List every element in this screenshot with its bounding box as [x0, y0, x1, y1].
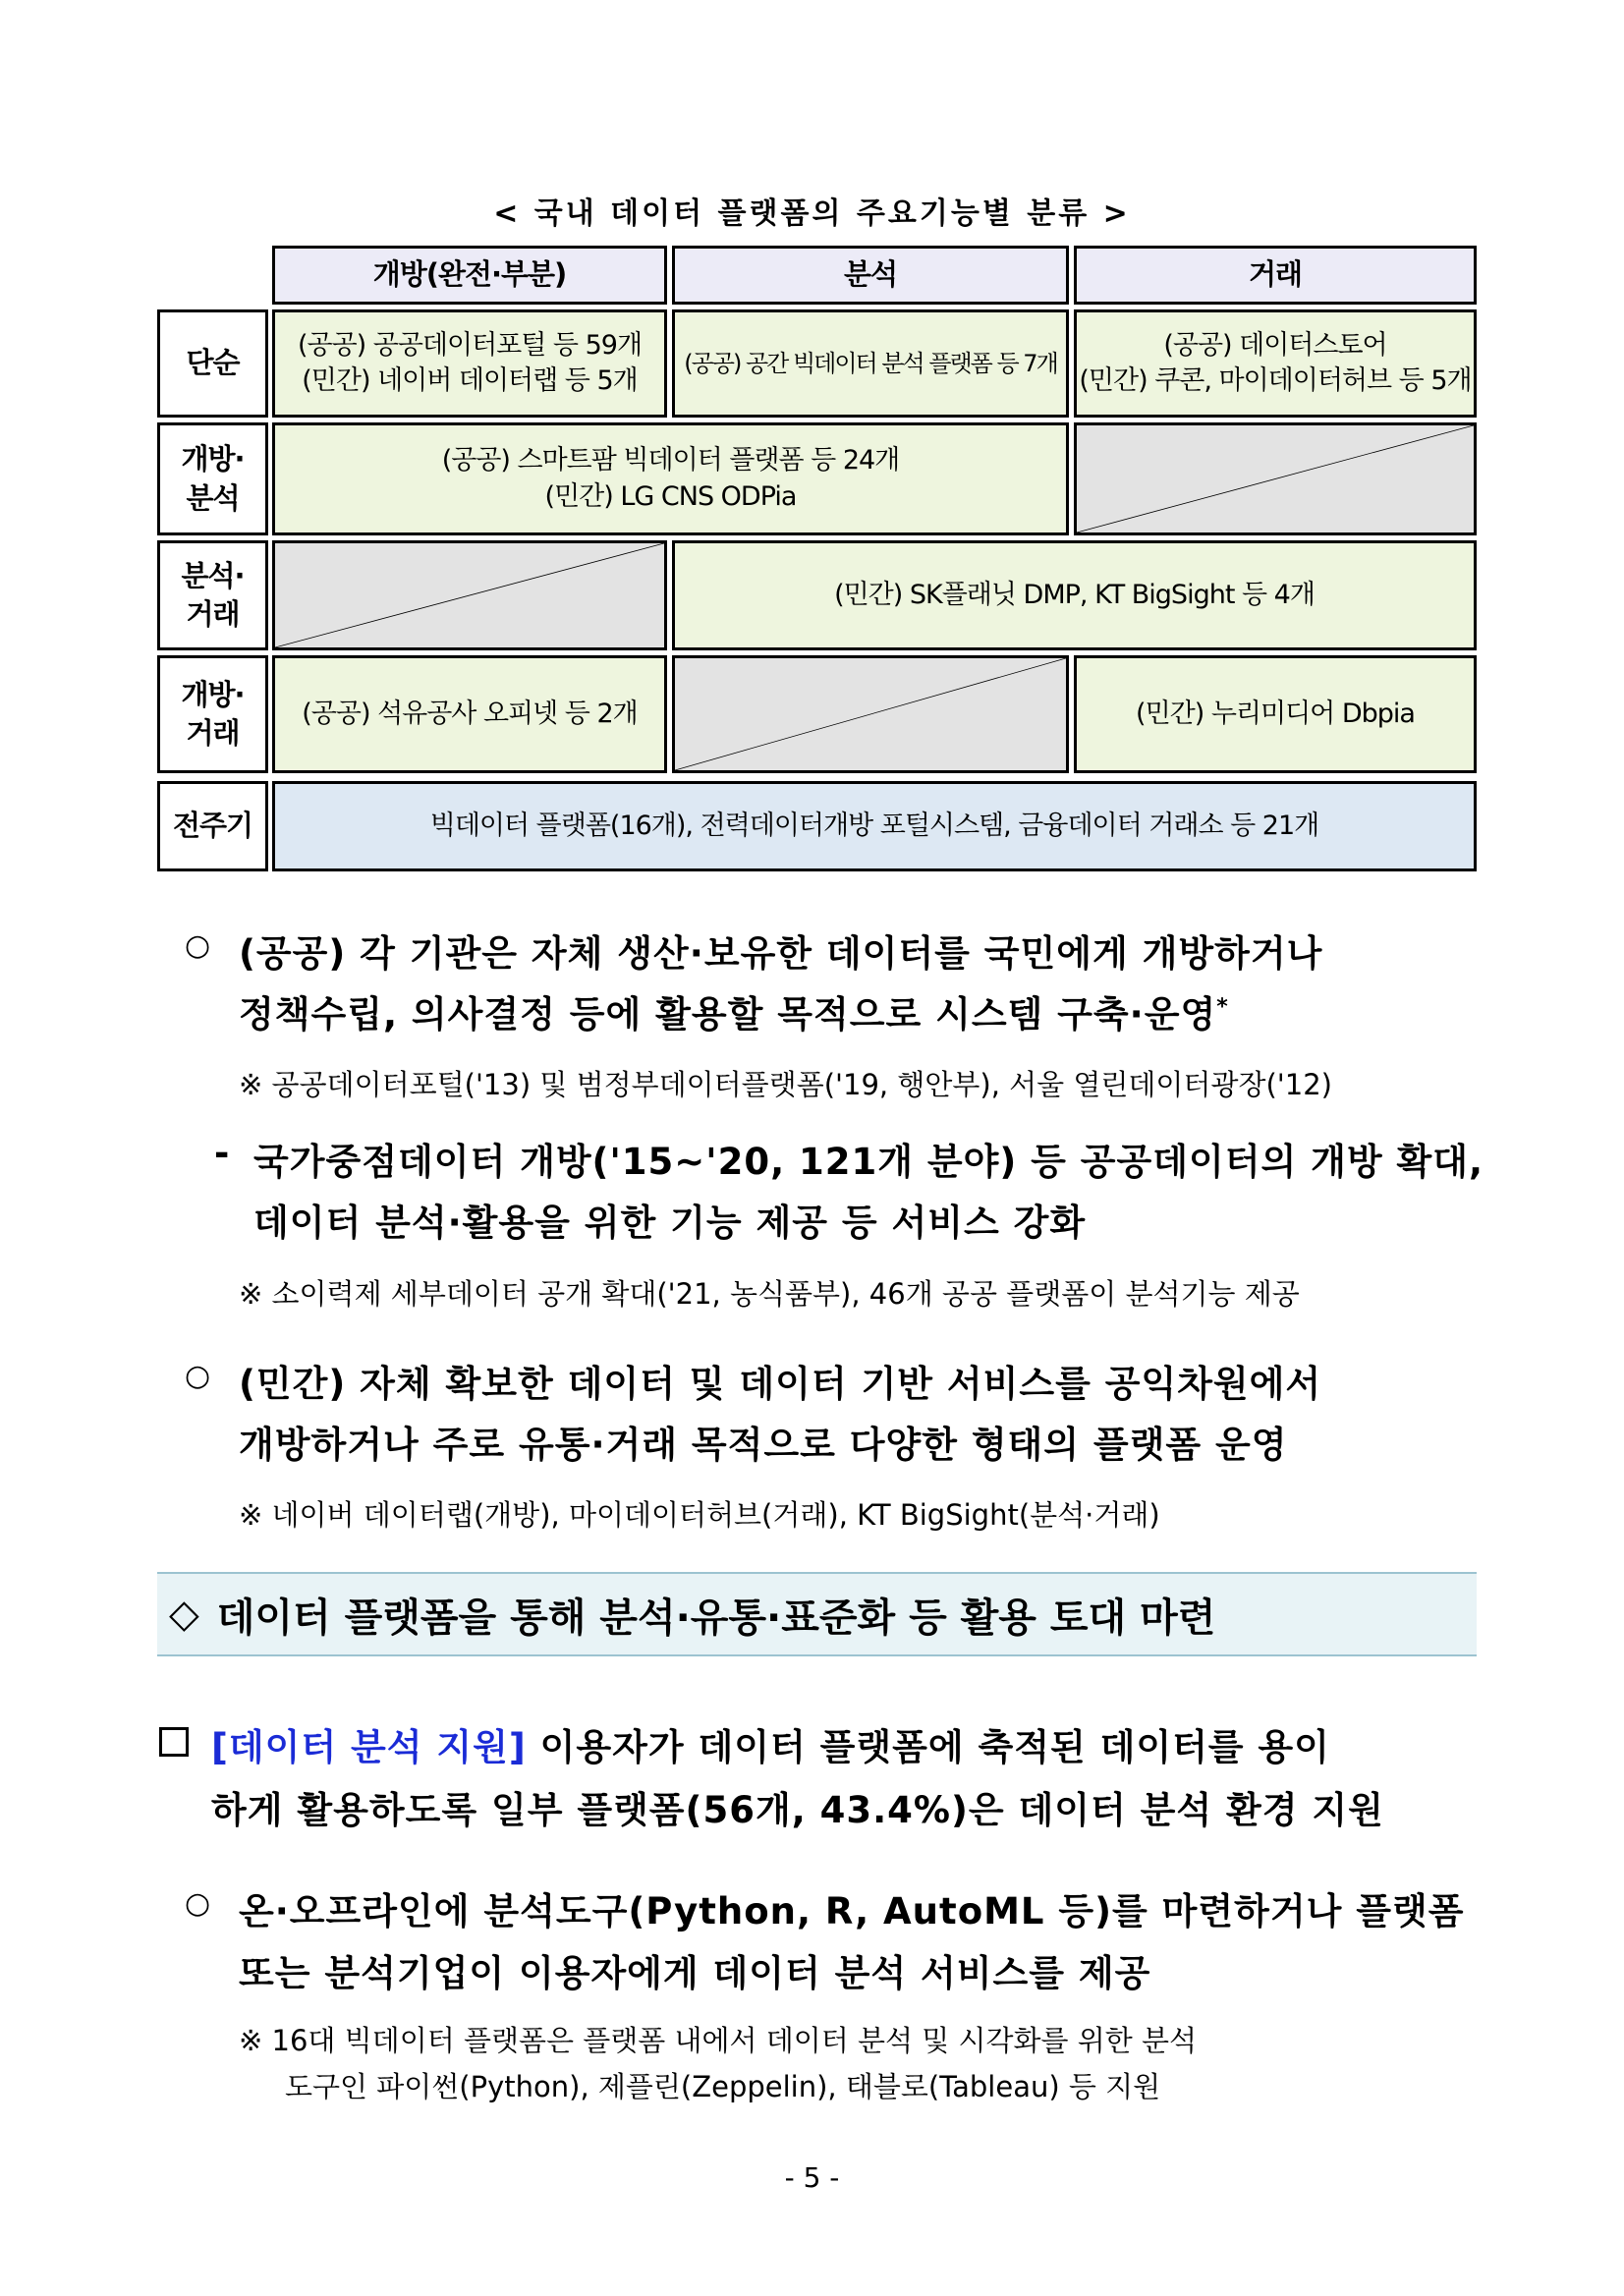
- row-label-open-trade: 개방· 거래: [157, 655, 268, 773]
- col-header-trade: 거래: [1074, 246, 1477, 305]
- p4-line1: [데이터 분석 지원] 이용자가 데이터 플랫폼에 축적된 데이터를 용이: [211, 1726, 1330, 1768]
- p4-line2: 하게 활용하도록 일부 플랫폼(56개, 43.4%)은 데이터 분석 환경 지원: [211, 1789, 1384, 1831]
- col-header-analysis: 분석: [672, 246, 1069, 305]
- row-label-simple: 단순: [157, 309, 268, 418]
- row-label-full-cycle: 전주기: [157, 781, 268, 871]
- p3-line1: (민간) 자체 확보한 데이터 및 데이터 기반 서비스를 공익차원에서: [239, 1363, 1322, 1405]
- empty-cell-analysis-trade-open: [272, 540, 667, 650]
- diamond-icon: ◇: [169, 1592, 199, 1637]
- cell-open-trade-trade: (민간) 누리미디어 Dbpia: [1074, 655, 1477, 773]
- p3-line2: 개방하거나 주로 유통·거래 목적으로 다양한 형태의 플랫폼 운영: [239, 1424, 1288, 1466]
- p1-line2: 정책수립, 의사결정 등에 활용할 목적으로 시스템 구축·운영*: [239, 993, 1229, 1036]
- row-label-open-analysis: 개방· 분석: [157, 422, 268, 535]
- empty-cell-open-analysis-trade: [1074, 422, 1477, 535]
- p3-note: ※ 네이버 데이터랩(개방), 마이데이터허브(거래), KT BigSight(분석·거래): [239, 1498, 1160, 1532]
- dash-bullet: -: [214, 1132, 231, 1174]
- table-caption: < 국내 데이터 플랫폼의 주요기능별 분류 >: [493, 196, 1131, 231]
- section-heading: [157, 1572, 1477, 1656]
- p2-line2: 데이터 분석·활용을 위한 기능 제공 등 서비스 강화: [253, 1202, 1087, 1244]
- p2-note: ※ 소이력제 세부데이터 공개 확대('21, 농식품부), 46개 공공 플랫폼이 분석기능 제공: [239, 1277, 1300, 1311]
- circle-bullet: ○: [185, 1359, 211, 1393]
- p2-line1: 국가중점데이터 개방('15~'20, 121개 분야) 등 공공데이터의 개방 확대,: [253, 1141, 1484, 1183]
- cell-simple-open: (공공) 공공데이터포털 등 59개 (민간) 네이버 데이터랩 등 5개: [272, 309, 667, 418]
- cell-simple-trade: (공공) 데이터스토어 (민간) 쿠콘, 마이데이터허브 등 5개: [1074, 309, 1477, 418]
- empty-cell-open-trade-analysis: [672, 655, 1069, 773]
- p5-note-line2: 도구인 파이썬(Python), 제플린(Zeppelin), 태블로(Tableau) 등 지원: [285, 2070, 1161, 2103]
- cell-simple-analysis: (공공) 공간 빅데이터 분석 플랫폼 등 7개: [672, 309, 1069, 418]
- cell-open-trade-open: (공공) 석유공사 오피넷 등 2개: [272, 655, 667, 773]
- circle-bullet: ○: [185, 928, 211, 963]
- p1-line1: (공공) 각 기관은 자체 생산·보유한 데이터를 국민에게 개방하거나: [239, 932, 1323, 975]
- page-number: - 5 -: [784, 2161, 840, 2194]
- cell-open-analysis: (공공) 스마트팜 빅데이터 플랫폼 등 24개 (민간) LG CNS ODPia: [272, 422, 1069, 535]
- p5-note-line1: ※ 16대 빅데이터 플랫폼은 플랫폼 내에서 데이터 분석 및 시각화를 위한 분석: [239, 2024, 1198, 2057]
- col-header-open: 개방(완전·부분): [272, 246, 667, 305]
- p5-line2: 또는 분석기업이 이용자에게 데이터 분석 서비스를 제공: [239, 1952, 1151, 1994]
- circle-bullet: ○: [185, 1886, 211, 1921]
- cell-full-cycle: 빅데이터 플랫폼(16개), 전력데이터개방 포털시스템, 금융데이터 거래소 등 21개: [272, 781, 1477, 871]
- square-bullet-icon: [159, 1727, 189, 1757]
- p1-note: ※ 공공데이터포털('13) 및 범정부데이터플랫폼('19, 행안부), 서울 열린데이터광장('12): [239, 1068, 1332, 1101]
- cell-analysis-trade: (민간) SK플래닛 DMP, KT BigSight 등 4개: [672, 540, 1477, 650]
- section-title: 데이터 플랫폼을 통해 분석·유통·표준화 등 활용 토대 마련: [216, 1595, 1216, 1641]
- row-label-analysis-trade: 분석· 거래: [157, 540, 268, 650]
- p5-line1: 온·오프라인에 분석도구(Python, R, AutoML 등)를 마련하거나 플랫폼: [239, 1890, 1465, 1932]
